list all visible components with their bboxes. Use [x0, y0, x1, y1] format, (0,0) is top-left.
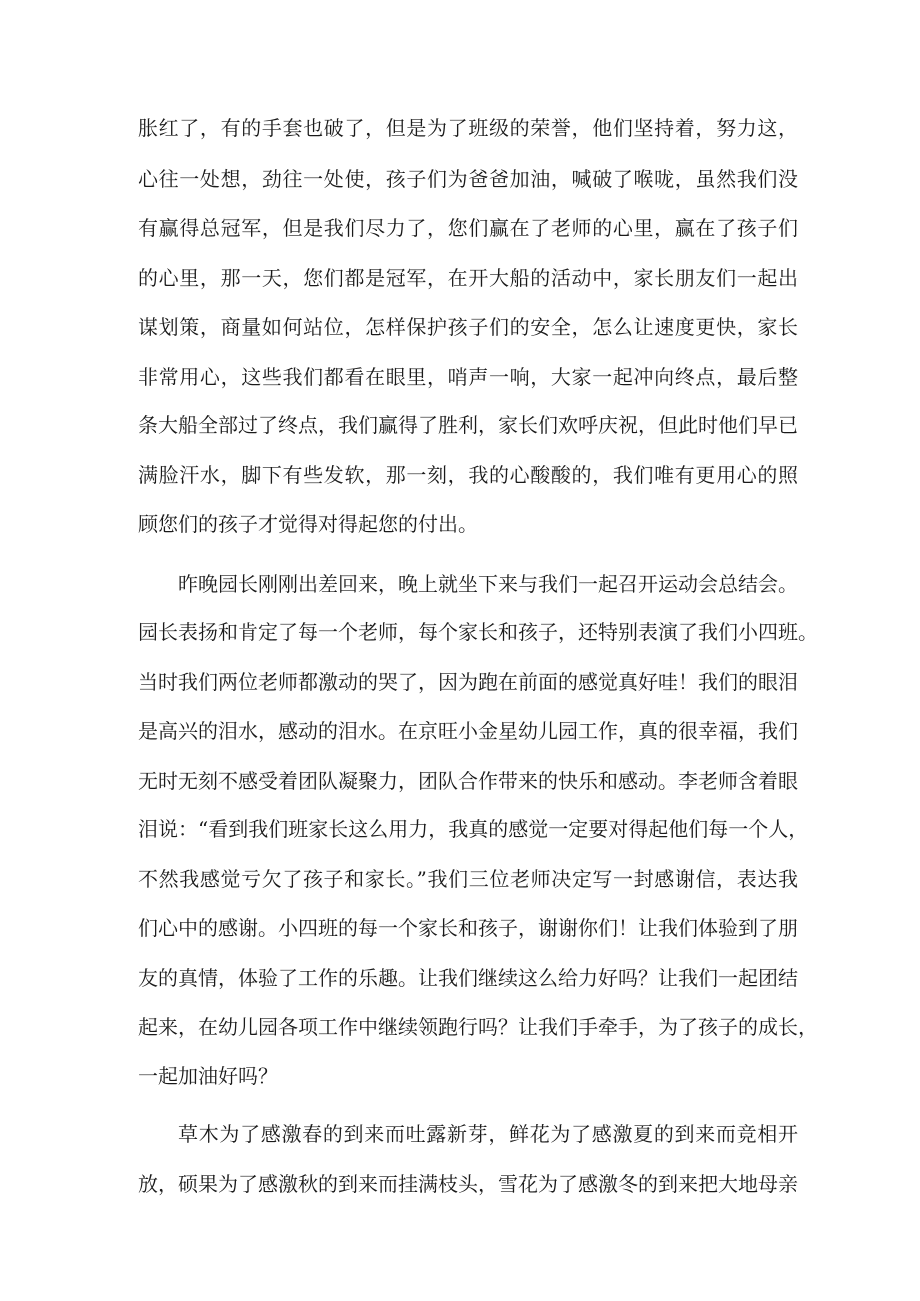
- paragraph-1-line-8: 满脸汗水，脚下有些发软，那一刻，我的心酸酸的，我们唯有更用心的照: [138, 463, 798, 487]
- paragraph-2-line-4: 是高兴的泪水，感动的泪水。在京旺小金星幼儿园工作，真的很幸福，我们: [138, 719, 798, 743]
- paragraph-1-line-3: 有赢得总冠军，但是我们尽力了，您们赢在了老师的心里，赢在了孩子们: [138, 216, 798, 240]
- paragraph-3-line-2: 放，硕果为了感激秋的到来而挂满枝头，雪花为了感激冬的到来把大地母亲: [138, 1172, 798, 1196]
- paragraph-1-line-5: 谋划策，商量如何站位，怎样保护孩子们的安全，怎么让速度更快，家长: [138, 315, 798, 339]
- paragraph-1-line-1: 胀红了，有的手套也破了，但是为了班级的荣誉，他们坚持着，努力这，: [138, 116, 798, 140]
- paragraph-2-line-6: 泪说：“看到我们班家长这么用力，我真的感觉一定要对得起他们每一个人，: [138, 817, 809, 841]
- paragraph-1-line-6: 非常用心，这些我们都看在眼里，哨声一响，大家一起冲向终点，最后整: [138, 365, 798, 389]
- paragraph-1-line-2: 心往一处想，劲往一处使，孩子们为爸爸加油，喊破了喉咙，虽然我们没: [138, 167, 798, 191]
- paragraph-3-line-1: 草木为了感激春的到来而吐露新芽，鲜花为了感激夏的到来而竞相开: [178, 1122, 798, 1146]
- paragraph-2-line-8: 们心中的感谢。小四班的每一个家长和孩子，谢谢你们！让我们体验到了朋: [138, 916, 798, 940]
- paragraph-2-line-1: 昨晚园长刚刚出差回来，晚上就坐下来与我们一起召开运动会总结会。: [178, 572, 798, 596]
- paragraph-2-line-9: 友的真情，体验了工作的乐趣。让我们继续这么给力好吗？让我们一起团结: [138, 966, 798, 990]
- paragraph-2-line-7: 不然我感觉亏欠了孩子和家长。”我们三位老师决定写一封感谢信，表达我: [138, 867, 798, 891]
- paragraph-1-line-4: 的心里，那一天，您们都是冠军，在开大船的活动中，家长朋友们一起出: [138, 266, 798, 290]
- paragraph-2-line-3: 当时我们两位老师都激动的哭了，因为跑在前面的感觉真好哇！我们的眼泪: [138, 670, 798, 694]
- paragraph-1-line-7: 条大船全部过了终点，我们赢得了胜利，家长们欢呼庆祝，但此时他们早已: [138, 413, 798, 437]
- paragraph-2-line-10: 起来，在幼儿园各项工作中继续领跑行吗？让我们手牵手，为了孩子的成长，: [138, 1015, 818, 1039]
- paragraph-2-line-11: 一起加油好吗？: [138, 1064, 278, 1088]
- paragraph-2-line-5: 无时无刻不感受着团队凝聚力，团队合作带来的快乐和感动。李老师含着眼: [138, 769, 798, 793]
- paragraph-2-line-2: 园长表扬和肯定了每一个老师，每个家长和孩子，还特别表演了我们小四班。: [138, 620, 818, 644]
- paragraph-1-line-9: 顾您们的孩子才觉得对得起您的付出。: [138, 512, 478, 536]
